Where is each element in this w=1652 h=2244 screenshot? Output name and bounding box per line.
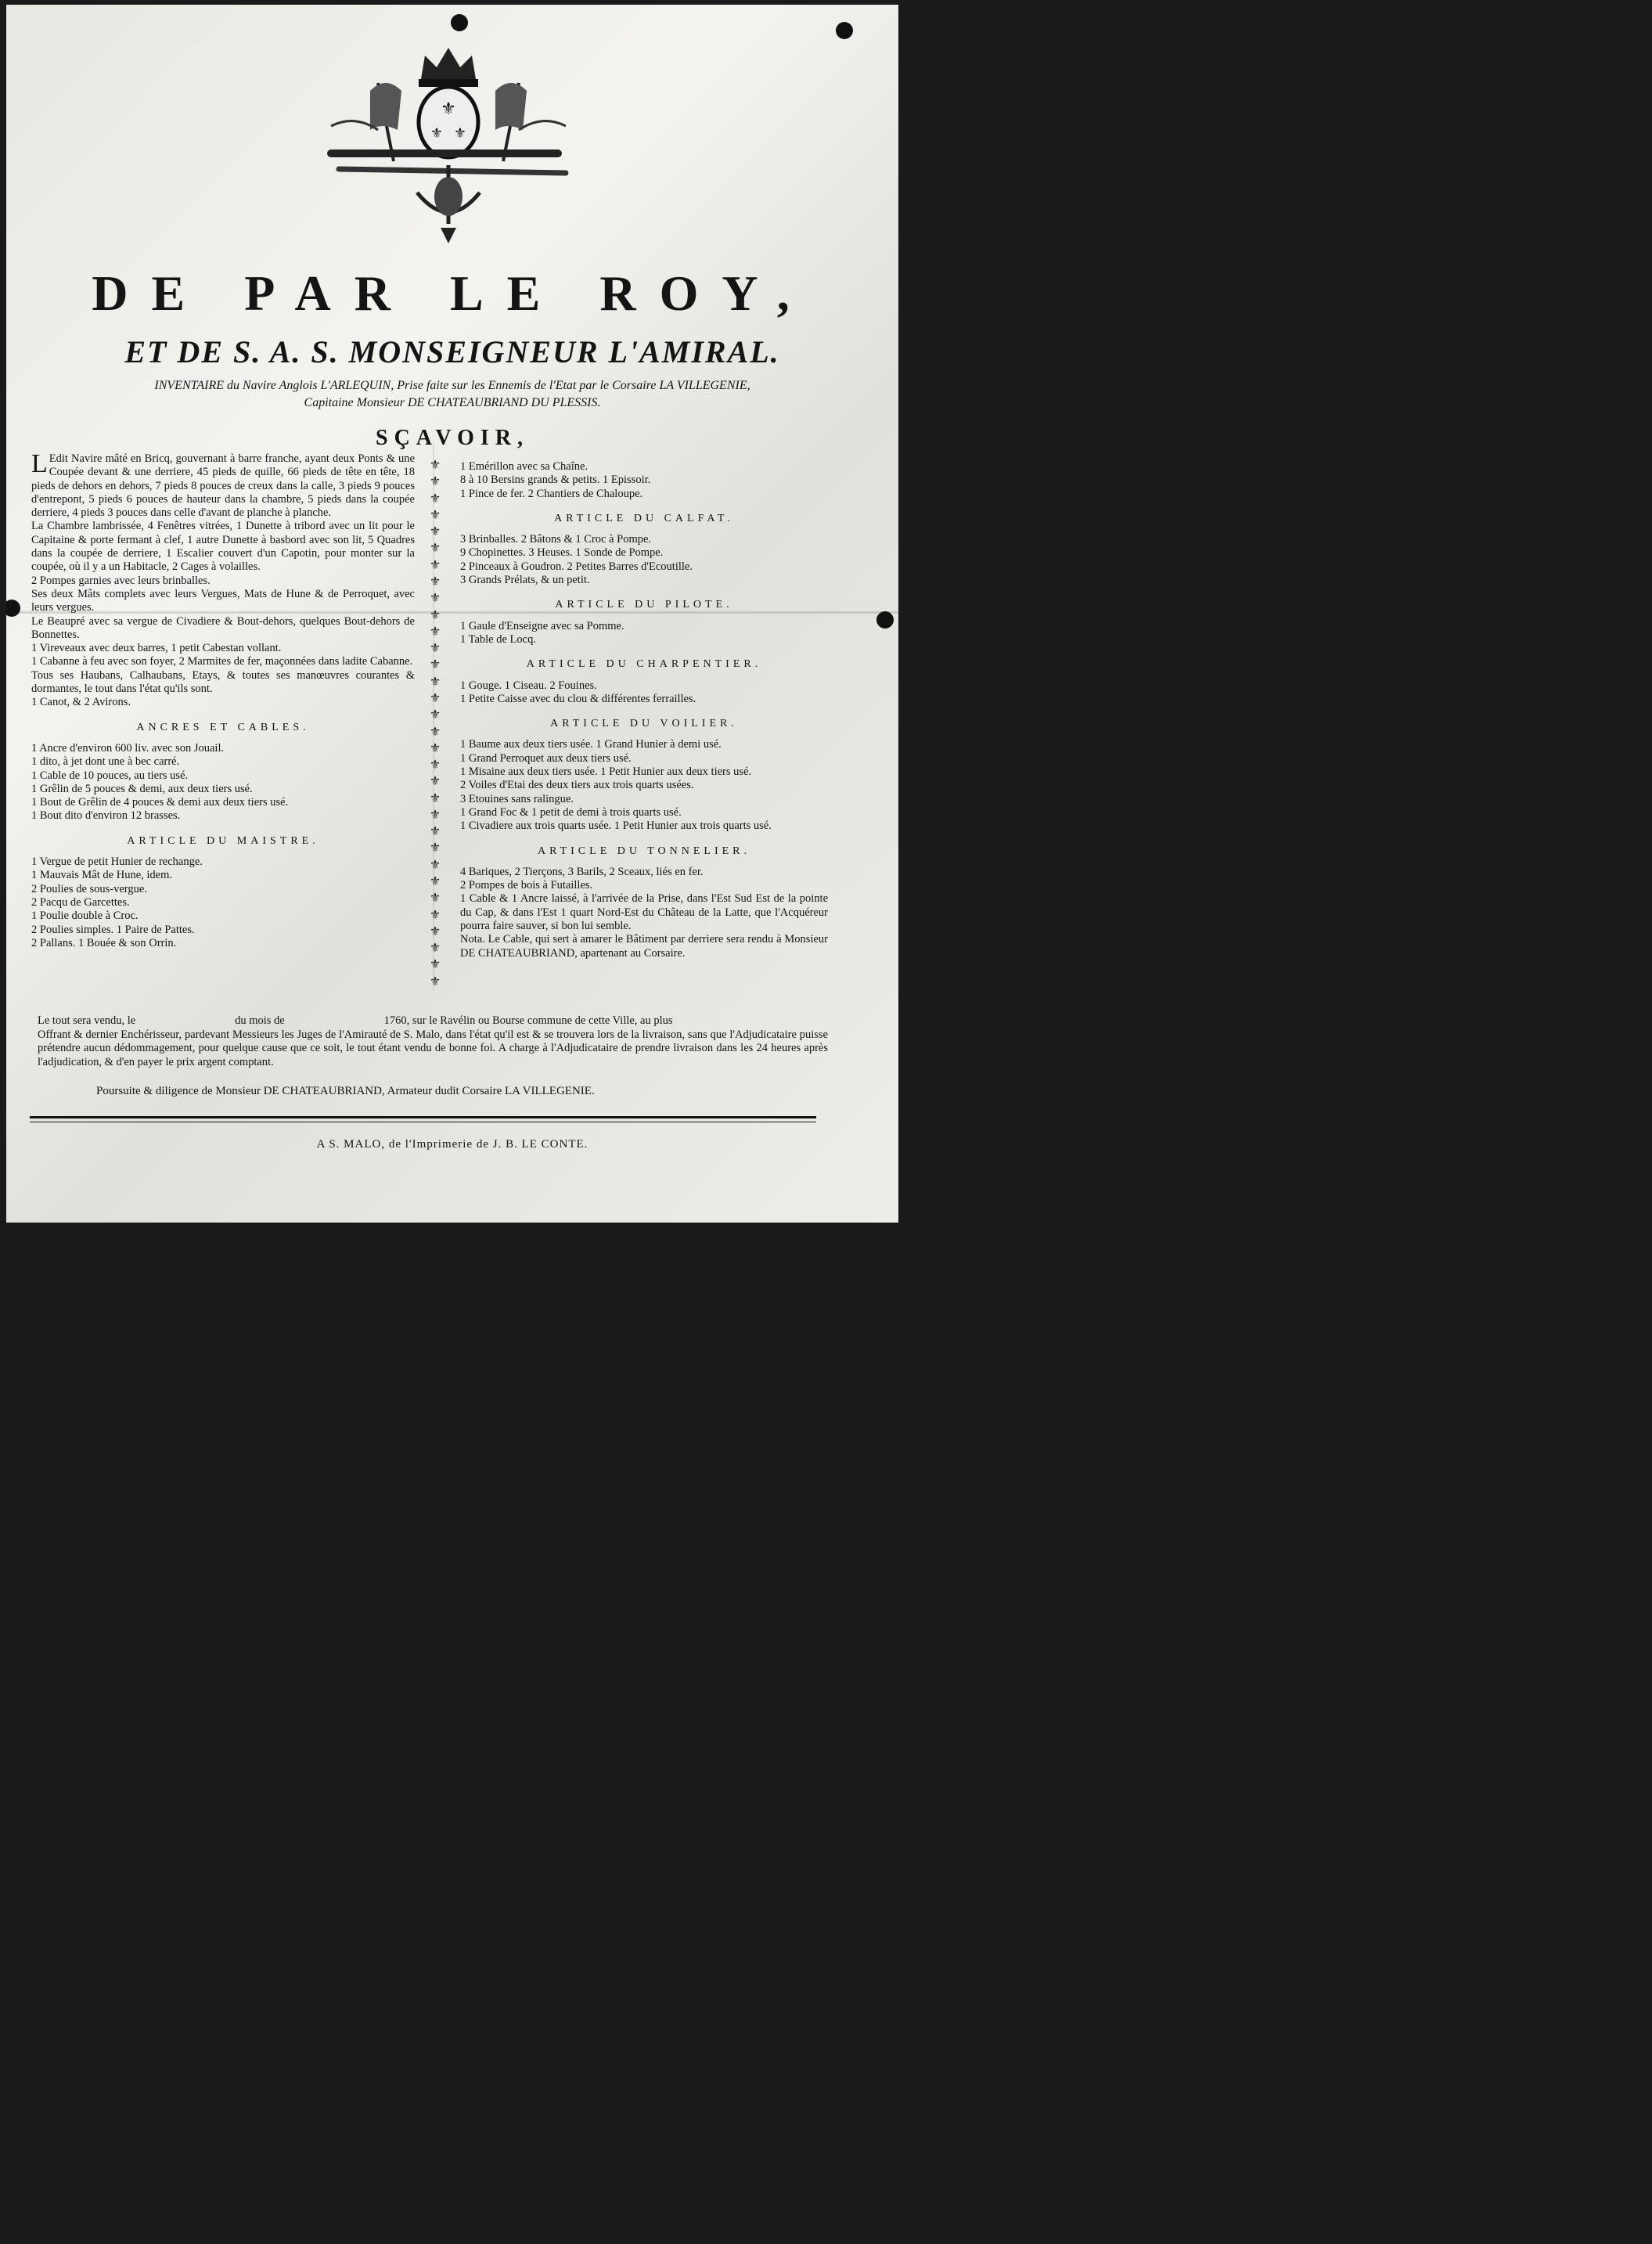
fleuron-icon: ⚜: [429, 875, 441, 889]
sale-terms: [38, 1014, 828, 1069]
list-item: 1 Petite Caisse avec du clou & différentes ferrailles.: [460, 692, 696, 705]
fleuron-icon: ⚜: [429, 908, 441, 922]
list-item: 1 Poulie double à Croc.: [31, 909, 139, 923]
fleuron-icon: ⚜: [429, 958, 441, 972]
section-heading-ancres: ANCRES ET CABLES.: [136, 721, 310, 733]
list-item: 1 Table de Locq.: [460, 632, 536, 646]
fleuron-icon: ⚜: [429, 508, 441, 522]
list-item: 3 Etouines sans ralingue.: [460, 792, 574, 805]
fleuron-icon: ⚜: [429, 525, 441, 539]
nota-paragraph: Nota. Le Cable, qui sert à amarer le Bâtiment par derriere sera rendu à Monsieur DE CHATEAUBRIAND, apartenant au Corsaire.: [460, 933, 828, 960]
svg-text:⚜: ⚜: [430, 125, 444, 141]
list-item: 1 Vireveaux avec deux barres, 1 petit Cabestan vollant.: [31, 642, 282, 655]
list-item: 2 Pallans. 1 Bouée & son Orrin.: [31, 936, 177, 949]
proclamation-title: DE PAR LE ROY,: [92, 265, 813, 321]
scavoir-heading: SÇAVOIR,: [376, 426, 529, 450]
fleuron-divider: [427, 457, 443, 989]
fleuron-icon: ⚜: [429, 475, 441, 489]
list-item: 2 Poulies simples. 1 Paire de Pattes.: [31, 923, 195, 936]
list-item: 1 Ancre d'environ 600 liv. avec son Jouail.: [31, 741, 225, 755]
list-item: 1 Grand Perroquet aux deux tiers usé.: [460, 751, 632, 765]
section-heading-maistre: ARTICLE DU MAISTRE.: [127, 834, 319, 847]
section-heading-pilote: ARTICLE DU PILOTE.: [555, 599, 733, 611]
sale-line-first: Le tout sera vendu, le du mois de 1760, sur le Ravélin ou Bourse commune de cette Ville, au plus: [38, 1014, 673, 1027]
fleuron-icon: ⚜: [429, 691, 441, 705]
pin-left: [6, 600, 20, 617]
list-item: 3 Brinballes. 2 Bâtons & 1 Croc à Pompe.: [460, 533, 652, 546]
fleuron-icon: ⚜: [429, 741, 441, 755]
poster-page: [6, 5, 898, 1223]
svg-text:⚜: ⚜: [453, 125, 467, 141]
fleuron-icon: ⚜: [429, 942, 441, 956]
fleuron-icon: ⚜: [429, 492, 441, 506]
fleuron-icon: ⚜: [429, 625, 441, 639]
fleuron-icon: ⚜: [429, 858, 441, 872]
section-heading-voilier: ARTICLE DU VOILIER.: [550, 718, 738, 730]
royal-coat-of-arms-emblem: [323, 36, 574, 247]
fleuron-icon: ⚜: [429, 725, 441, 739]
fleuron-icon: ⚜: [429, 775, 441, 789]
fleuron-icon: ⚜: [429, 608, 441, 622]
pin-top-right: [836, 22, 853, 39]
fleuron-icon: ⚜: [429, 924, 441, 938]
list-item: 3 Grands Prélats, & un petit.: [460, 574, 590, 587]
list-item: 1 Bout de Grêlin de 4 pouces & demi aux deux tiers usé.: [31, 796, 289, 809]
list-item: 1 dito, à jet dont une à bec carré.: [31, 755, 180, 769]
closing-line: Poursuite & diligence de Monsieur DE CHATEAUBRIAND, Armateur dudit Corsaire LA VILLEGENIE.: [96, 1085, 595, 1097]
section-heading-charpentier: ARTICLE DU CHARPENTIER.: [526, 658, 762, 671]
list-item: 1 Gouge. 1 Ciseau. 2 Fouines.: [460, 679, 597, 692]
fleuron-icon: ⚜: [429, 642, 441, 656]
inventory-line-2: Capitaine Monsieur DE CHATEAUBRIAND DU PLESSIS.: [304, 396, 601, 409]
list-item: 1 Emérillon avec sa Chaîne.: [460, 460, 588, 473]
fleuron-icon: ⚜: [429, 592, 441, 606]
list-item: 2 Pacqu de Garcettes.: [31, 895, 130, 909]
list-item: Ses deux Mâts complets avec leurs Vergues, Mats de Hune & de Perroquet, avec leurs vergues.: [31, 587, 415, 614]
section-heading-tonnelier: ARTICLE DU TONNELIER.: [537, 845, 750, 857]
list-item: 2 Poulies de sous-vergue.: [31, 882, 147, 895]
fleuron-icon: ⚜: [429, 658, 441, 672]
svg-text:⚜: ⚜: [441, 99, 456, 118]
section-heading-calfat: ARTICLE DU CALFAT.: [554, 512, 734, 524]
list-item: 1 Civadiere aux trois quarts usée. 1 Petit Hunier aux trois quarts usé.: [460, 819, 772, 833]
fleuron-icon: ⚜: [429, 575, 441, 589]
left-column: [31, 452, 415, 950]
list-item: 1 Mauvais Mât de Hune, idem.: [31, 869, 173, 882]
fleuron-icon: ⚜: [429, 708, 441, 722]
list-item: 1 Cable de 10 pouces, au tiers usé.: [31, 769, 189, 782]
sale-paragraph: Offrant & dernier Enchérisseur, pardevant Messieurs les Juges de l'Amirauté de S. Malo, dans l'état qu'il est & se trouvera lors de la livraison, sans que l'Adjudicataire puisse prétendre aucun dédommagement, pour quelque cause que ce soit, le tout étant vendu de bonne foi. A charge à l'Adjudicataire de prendre livraison dans les 24 heures après l'adjudication, & d'en payer le prix argent comptant.: [38, 1028, 828, 1068]
inventory-line-1: INVENTAIRE du Navire Anglois L'ARLEQUIN, Prise faite sur les Ennemis de l'Etat par le Corsaire LA VILLEGENIE,: [154, 379, 750, 392]
list-item: 4 Bariques, 2 Tierçons, 3 Barils, 2 Sceaux, liés en fer.: [460, 865, 704, 878]
list-item: 2 Voiles d'Etai des deux tiers aux trois quarts usées.: [460, 779, 694, 792]
printer-imprint: A S. MALO, de l'Imprimerie de J. B. LE CONTE.: [316, 1138, 588, 1151]
fleuron-icon: ⚜: [429, 791, 441, 805]
pin-top: [451, 14, 468, 31]
list-item: 1 Canot, & 2 Avirons.: [31, 696, 131, 709]
fleuron-icon: ⚜: [429, 675, 441, 689]
list-item: 1 Gaule d'Enseigne avec sa Pomme.: [460, 619, 624, 632]
fleuron-icon: ⚜: [429, 808, 441, 822]
fleuron-icon: ⚜: [429, 558, 441, 572]
list-item: 1 Vergue de petit Hunier de rechange.: [31, 855, 203, 869]
list-item: 1 Grand Foc & 1 petit de demi à trois quarts usé.: [460, 805, 682, 819]
fleuron-icon: ⚜: [429, 841, 441, 855]
list-item: 2 Pinceaux à Goudron. 2 Petites Barres d'Ecoutille.: [460, 560, 693, 573]
drop-cap: L: [31, 452, 48, 478]
list-item: 1 Cable & 1 Ancre laissé, à l'arrivée de la Prise, dans l'Est Sud Est de la pointe du Cap, & dans l'Est 1 quart Nord-Est du Château de la Latte, que l'Acquéreur pourra faire sauver, si bon lui semble.: [460, 892, 828, 933]
list-item: 1 Pince de fer. 2 Chantiers de Chaloupe.: [460, 487, 643, 500]
list-item: 8 à 10 Bersins grands & petits. 1 Epissoir.: [460, 474, 651, 487]
list-item: 1 Bout dito d'environ 12 brasses.: [31, 809, 181, 823]
fleuron-icon: ⚜: [429, 891, 441, 906]
proclamation-subtitle: ET DE S. A. S. MONSEIGNEUR L'AMIRAL.: [124, 334, 780, 369]
list-item: 2 Pompes de bois à Futailles.: [460, 879, 593, 892]
pin-right: [876, 611, 894, 629]
list-item: Le Beaupré avec sa vergue de Civadiere & Bout-dehors, quelques Bout-dehors de Bonnettes.: [31, 614, 415, 641]
list-item: 1 Misaine aux deux tiers usée. 1 Petit Hunier aux deux tiers usé.: [460, 765, 752, 779]
divider-rule-thick: [30, 1116, 816, 1118]
fleuron-icon: ⚜: [429, 542, 441, 556]
list-item: 1 Grêlin de 5 pouces & demi, aux deux tiers usé.: [31, 782, 253, 795]
right-column: [460, 460, 828, 960]
fleuron-icon: ⚜: [429, 459, 441, 472]
fleuron-icon: ⚜: [429, 758, 441, 773]
list-item: La Chambre lambrissée, 4 Fenêtres vitrées, 1 Dunette à tribord avec un lit pour le Capitaine & porte fermant à clef, 1 autre Dunette à basbord avec son lit, 5 Quadres dans la coupée de derriere, 1 Escalier couvert d'un Capotin, pour monter sur la coupée, où il y a un Habitacle, 2 Cages à volailles.: [31, 520, 415, 574]
intro-paragraph: L Edit Navire mâté en Bricq, gouvernant à barre franche, ayant deux Ponts & une Coupée devant & une derriere, 45 pieds de quille, 66 pieds de tête en tête, 18 pieds de dehors en dehors, 7 pieds 8 pouces de creux dans la calle, 3 pieds 9 pouces d'entrepont, 5 pieds 6 pouces de hauteur dans la chambre, 5 pieds dans la coupée derriere, 4 pieds 3 pouces dans celle d'avant de planche à planche.: [31, 452, 415, 520]
list-item: 1 Cabanne à feu avec son foyer, 2 Marmites de fer, maçonnées dans ladite Cabanne.: [31, 655, 413, 668]
list-item: 9 Chopinettes. 3 Heuses. 1 Sonde de Pompe.: [460, 546, 664, 560]
list-item: 1 Baume aux deux tiers usée. 1 Grand Hunier à demi usé.: [460, 738, 722, 751]
list-item: 2 Pompes garnies avec leurs brinballes.: [31, 574, 211, 587]
fleuron-icon: ⚜: [429, 974, 441, 989]
fleuron-icon: ⚜: [429, 825, 441, 839]
list-item: Tous ses Haubans, Calhaubans, Etays, & toutes ses manœuvres courantes & dormantes, le tout dans l'état qu'ils sont.: [31, 668, 415, 696]
